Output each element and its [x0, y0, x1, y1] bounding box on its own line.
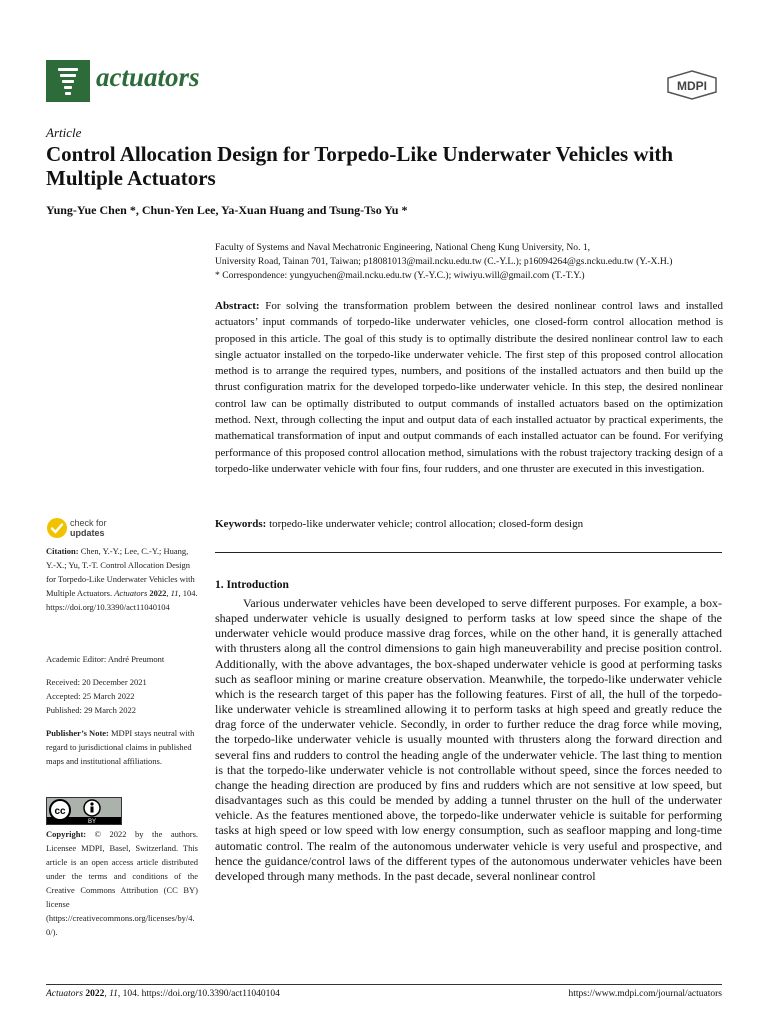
citation-block: Citation: Chen, Y.-Y.; Lee, C.-Y.; Huang, Y.-X.; Yu, T.-T. Control Allocation Design for Torpedo-Like Underwater Vehicles with Multiple Actuators. Actuators 2022, 11, 104. https://doi.org/10.3390/act11040104: [46, 546, 198, 612]
footer-journal: Actuators: [46, 989, 83, 999]
abstract-label: Abstract:: [215, 300, 260, 312]
publisher-note: [46, 726, 198, 768]
abstract-text: For solving the transformation problem between the desired nonlinear control laws and installed actuators’ input commands of torpedo-like underwater vehicles, one closed-form control allocation method is proposed in this article. The goal of this study is to optimally distribute the desired nonlinear control law to each single actuator installed on the torpedo-like underwater vehicle. The first step of this proposed control allocation method is to arrange the required types, numbers, and positions of the installed actuators and then build up the thrust configuration matrix for the developed torpedo-like underwater vehicle. In this step, the desired nonlinear control law can be optimally distributed to output commands of installed actuators based on the optimization method. Next, through collecting the input and output data of each installed actuator by practical experiments, the mathematical transformation of input and output commands of each installed actuator can be found. For verifying performance of this proposed control allocation method, simulations with the robust trajectory tracking design of a torpedo-like underwater vehicle with four fins, four rudders, and one thruster are executed in this investigation.: [215, 300, 723, 475]
correspondence-line: * Correspondence: yungyuchen@mail.ncku.edu.tw (Y.-Y.C.); wiwiyu.will@gmail.com (T.-T.Y.): [215, 270, 585, 281]
footer-divider: [46, 984, 722, 985]
citation-year: 2022: [149, 588, 167, 598]
check-for-updates-icon[interactable]: [46, 517, 68, 539]
academic-editor: Academic Editor: André Preumont: [46, 654, 165, 664]
check-for-label[interactable]: check for: [70, 518, 107, 528]
footer-volume: 11: [109, 989, 118, 999]
footer-citation: Actuators 2022, 11, 104. https://doi.org/10.3390/act11040104: [46, 989, 280, 999]
keywords-text: torpedo-like underwater vehicle; control allocation; closed-form design: [269, 518, 584, 530]
copyright-text: © 2022 by the authors. Licensee MDPI, Basel, Switzerland. This article is an open access article distributed under the terms and conditions of the Creative Commons Attribution (CC BY) license (https://creativecommons.org/licenses/by/4.0/).: [46, 829, 199, 937]
journal-logo-icon: [46, 60, 90, 102]
received-date: Received: 20 December 2021: [46, 677, 147, 687]
copyright-block: [46, 827, 198, 939]
citation-page: , 104.: [178, 588, 198, 598]
intro-body: [215, 596, 722, 884]
journal-name: actuators: [96, 62, 200, 92]
author-list: Yung-Yue Chen *, Chun-Yen Lee, Ya-Xuan Huang and Tsung-Tso Yu *: [46, 203, 408, 217]
citation-journal: Actuators: [114, 588, 148, 598]
intro-paragraph: Various underwater vehicles have been developed to serve different purposes. For example, a box-shaped underwater vehicle is usually designed to perform tasks at low speed since the shape of the underwater vehicle would produce massive drag forces, while on the other hand, it is generally attached with thrusters along all the control dimensions to gain high maneuverability and precise position control. Additionally, with the above advantages, the box-shaped underwater vehicle is good at performing tasks such as seafloor mining or marine creature observation. Meanwhile, the torpedo-like underwater vehicle which is the research target of this paper has the following features. First of all, the hull of the torpedo-like underwater vehicle is streamlined allowing it to perform tasks at high speed and greatly reduce the drag force of the underwater vehicle. Secondly, in order to further reduce the drag force while moving, the torpedo-like underwater vehicle is usually mounted with thrusters along the forward direction and several fins and rudders to control the heading angle of the underwater vehicle. The last thing to mention is that the torpedo-like underwater vehicle is not controllable without speed, since the forces needed to change the heading direction are produced by fins and rudders which are not sensitive at low speed, but disadvantages such as this could be mended by adding a tunnel thruster on the hull of the underwater vehicle. As the features mentioned above, the torpedo-like underwater vehicle is suitable for performing tasks at high speed or low speed with low energy consumption, such as seafloor mapping and long-time automatic control. The realm of the autonomous underwater vehicle is very useful and prospective, and hence the guidance/control laws of the different types of the autonomous underwater vehicles have been developed through many methods. In the past decade, several nonlinear control: [215, 596, 722, 883]
footer-year: 2022: [85, 989, 105, 999]
footer-doi[interactable]: , 104. https://doi.org/10.3390/act11040104: [117, 989, 280, 999]
copyright-label: Copyright:: [46, 829, 87, 839]
updates-label[interactable]: updates: [70, 528, 105, 538]
by-label: BY: [87, 819, 97, 825]
cc-by-license-icon[interactable]: [46, 797, 122, 825]
publisher-note-label: Publisher’s Note:: [46, 728, 109, 738]
cc-label: cc: [54, 806, 66, 817]
abstract: [215, 298, 723, 477]
footer-journal-url[interactable]: https://www.mdpi.com/journal/actuators: [568, 989, 722, 999]
keywords-label: Keywords:: [215, 518, 267, 530]
affiliation-line: Faculty of Systems and Naval Mechatronic Engineering, National Cheng Kung University, No. 1,: [215, 242, 591, 253]
citation-text: Chen, Y.-Y.; Lee, C.-Y.; Huang, Y.-X.; Yu, T.-T. Control Allocation Design for Torpedo-Like Underwater Vehicles with Multiple Actuators.: [46, 546, 195, 598]
citation-label: Citation:: [46, 546, 79, 556]
accepted-date: Accepted: 25 March 2022: [46, 691, 135, 701]
publisher-note-text: MDPI stays neutral with regard to jurisdictional claims in published maps and institutional affiliations.: [46, 728, 195, 766]
citation-volume: 11: [170, 588, 179, 598]
dates-block: [46, 675, 198, 717]
affiliation-line: University Road, Tainan 701, Taiwan; p18081013@mail.ncku.edu.tw (C.-Y.L.); p16094264@gs.ncku.edu.tw (Y.-X.H.): [215, 256, 673, 267]
keywords: [215, 518, 723, 530]
publisher-name: MDPI: [677, 79, 707, 93]
citation-doi-link[interactable]: https://doi.org/10.3390/act11040104: [46, 602, 170, 612]
affiliation-block: [215, 241, 723, 283]
published-date: Published: 29 March 2022: [46, 705, 136, 715]
article-type: Article: [46, 125, 82, 140]
section-divider: [215, 552, 722, 553]
mdpi-logo-icon: [665, 70, 719, 100]
section-heading: 1. Introduction: [215, 579, 289, 591]
paper-title: Control Allocation Design for Torpedo-Like Underwater Vehicles with Multiple Actuators: [46, 142, 674, 190]
